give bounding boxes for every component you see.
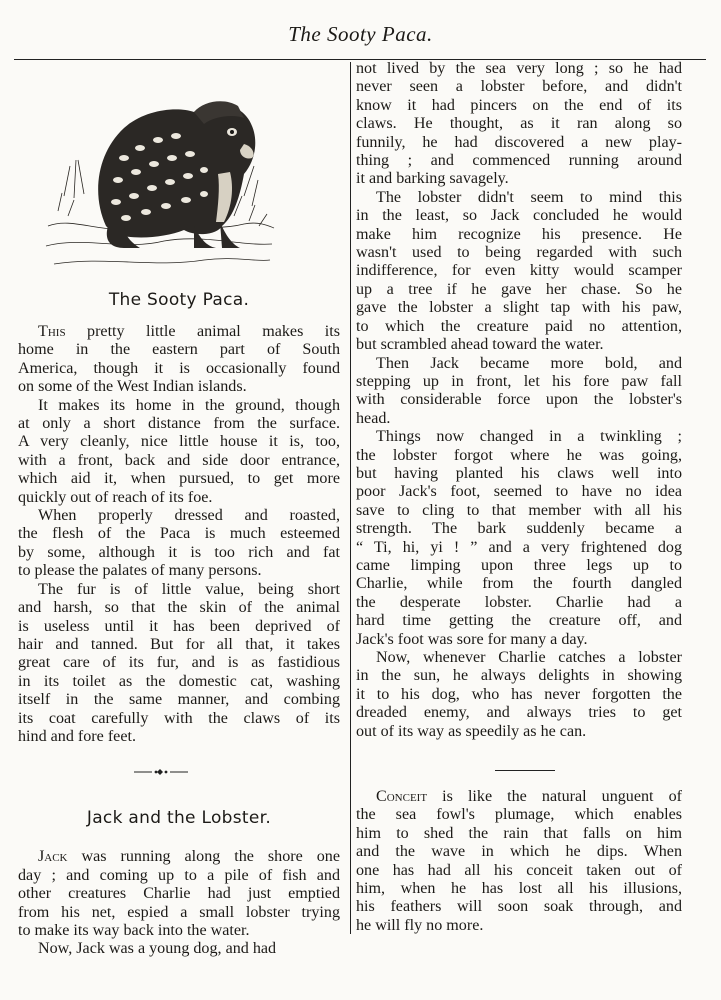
- paragraph: [356, 428, 682, 649]
- article-title-sooty-paca: The Sooty Paca.: [108, 290, 250, 310]
- text-line-rest: pretty little animal makes its: [65, 323, 340, 340]
- text-line: It makes its home in the ground, though: [38, 396, 340, 414]
- text-line: up a tree if he gave her chase. So he: [356, 280, 682, 298]
- text-line: [18, 323, 340, 341]
- text-line: it and barking savagely.: [356, 170, 509, 188]
- text-line: The fur is of little value, being short: [38, 580, 340, 598]
- text-line: to please the palates of many persons.: [18, 562, 262, 580]
- text-line: hair and tanned. But for all that, it takes: [18, 635, 340, 653]
- text-line: in the least, so Jack concluded he would: [356, 207, 682, 225]
- text-line: the flesh of the Paca is much esteemed: [18, 525, 340, 543]
- conceit-text: [356, 788, 682, 935]
- text-line: not lived by the sea very long ; so he had: [356, 60, 682, 77]
- text-line: When properly dressed and roasted,: [38, 507, 340, 525]
- text-line: and the wave in which he dips. When: [356, 843, 682, 861]
- jack-lobster-text: [18, 848, 340, 958]
- lead-word: Conceit: [376, 788, 428, 806]
- text-line: Things now changed in a twinkling ;: [376, 428, 682, 446]
- paragraph: [356, 788, 682, 935]
- sooty-paca-illustration: [44, 76, 276, 272]
- paragraph: [18, 507, 340, 581]
- text-line: its coat carefully with the claws of its: [18, 709, 340, 727]
- text-line: the desperate lobster. Charlie had a: [356, 593, 682, 611]
- text-line: one has had all his conceit taken out of: [356, 861, 682, 879]
- lead-word: This: [38, 323, 66, 340]
- text-line: other creatures Charlie had just emptied: [18, 885, 340, 903]
- text-line: out of its way as speedily as he can.: [356, 722, 587, 740]
- text-line: know it had pincers on the end of its: [356, 96, 682, 114]
- text-line: Now, Jack was a young dog, and had: [38, 940, 277, 958]
- text-line: A very cleanly, nice little house it is, too,: [18, 433, 340, 451]
- text-line: in the sun, he always delights in showing: [356, 667, 682, 685]
- text-line: Then Jack became more bold, and: [376, 354, 682, 372]
- text-line: with considerable force upon the lobster's: [356, 391, 682, 409]
- text-line: him, when he has lost all his illusions,: [356, 880, 682, 898]
- text-line: from his net, espied a small lobster trying: [18, 903, 340, 921]
- text-line: on some of the West Indian islands.: [18, 378, 247, 396]
- paragraph: [18, 848, 340, 940]
- text-line: never seen a lobster before, and didn't: [356, 78, 682, 96]
- text-line: [356, 788, 682, 806]
- jack-lobster-continued-text: [356, 60, 682, 741]
- text-line: with a front, back and side door entrance,: [18, 451, 340, 469]
- text-line: funnily, he had discovered a new play-: [356, 133, 682, 151]
- text-line: which aid it, when pursued, to get more: [18, 470, 340, 488]
- paragraph: [356, 60, 682, 189]
- text-line: thing ; and commenced running around: [356, 152, 682, 170]
- text-line: indifference, for even kitty would scamper: [356, 262, 682, 280]
- text-line: Charlie, while from the fourth dangled: [356, 575, 682, 593]
- paragraph: [356, 649, 682, 741]
- text-line: but having planted his claws well into: [356, 464, 682, 482]
- text-line: hind and fore feet.: [18, 727, 136, 745]
- text-line: wasn't used to being regarded with such: [356, 244, 682, 262]
- text-line: came limping upon three legs up to: [356, 556, 682, 574]
- paragraph: [18, 397, 340, 507]
- text-line: him to shed the rain that falls on him: [356, 824, 682, 842]
- text-line: quickly out of reach of its foe.: [18, 488, 213, 506]
- text-line: it to his dog, who has never forgotten the: [356, 685, 682, 703]
- sooty-paca-text: [18, 323, 340, 746]
- text-line: stepping up in front, let his fore paw fall: [356, 372, 682, 390]
- paragraph: [356, 189, 682, 355]
- text-line: but scrambled ahead toward the water.: [356, 336, 604, 354]
- text-line: gave the lobster a slight tap with his paw,: [356, 299, 682, 317]
- text-line: Jack's foot was sore for many a day.: [356, 630, 588, 648]
- running-head: The Sooty Paca.: [288, 22, 433, 46]
- text-line: Now, whenever Charlie catches a lobster: [376, 649, 682, 666]
- column-divider: [350, 62, 351, 934]
- text-line: his feathers will soon soak through, and: [356, 898, 682, 916]
- text-line: to which the creature paid no attention,: [356, 317, 682, 335]
- text-line: he will fly no more.: [356, 916, 484, 934]
- text-line: home in the eastern part of South: [18, 341, 340, 359]
- text-line: in its toilet as the domestic cat, washing: [18, 672, 340, 690]
- left-column: [18, 66, 340, 959]
- text-line: and harsh, so that the skin of the animal: [18, 599, 340, 617]
- text-line: head.: [356, 409, 391, 427]
- text-line: poor Jack's foot, seemed to have no idea: [356, 483, 682, 501]
- text-line: “ Ti, hi, yi ! ” and a very frightened dog: [356, 538, 682, 556]
- text-line: The lobster didn't seem to mind this: [376, 188, 682, 206]
- text-line: at only a short distance from the surface.: [18, 415, 340, 433]
- text-line: day ; and coming up to a pile of fish and: [18, 866, 340, 884]
- text-line: claws. He thought, as it ran along so: [356, 115, 682, 133]
- text-line: strength. The bark suddenly became a: [356, 520, 682, 538]
- section-ornament: [120, 764, 200, 782]
- text-line: dreaded enemy, and always tries to get: [356, 704, 682, 722]
- text-line: by some, although it is too rich and fat: [18, 543, 340, 561]
- text-line: save to cling to that member with all his: [356, 501, 682, 519]
- text-line-rest: was running along the shore one: [67, 848, 340, 866]
- paragraph: [356, 355, 682, 429]
- lead-word: Jack: [38, 848, 68, 866]
- paragraph: [18, 323, 340, 397]
- text-line: hard time getting the creature off, and: [356, 612, 682, 630]
- text-line: [18, 848, 340, 866]
- paragraph: [18, 940, 340, 958]
- text-line: itself in the same manner, and combing: [18, 691, 340, 709]
- text-line-rest: is like the natural unguent of: [427, 788, 682, 806]
- text-line: the sea fowl's plumage, which enables: [356, 806, 682, 824]
- text-line: America, though it is occasionally found: [18, 359, 340, 377]
- paragraph: [18, 581, 340, 747]
- text-line: is useless until it has been deprived of: [18, 617, 340, 635]
- text-line: the lobster forgot where he was going,: [356, 446, 682, 464]
- text-line: make him recognize his presence. He: [356, 225, 682, 243]
- right-column: [356, 60, 682, 935]
- article-title-jack-lobster: Jack and the Lobster.: [86, 808, 272, 829]
- text-line: to make its way back into the water.: [18, 921, 250, 939]
- text-line: great care of its fur, and is as fastidious: [18, 654, 340, 672]
